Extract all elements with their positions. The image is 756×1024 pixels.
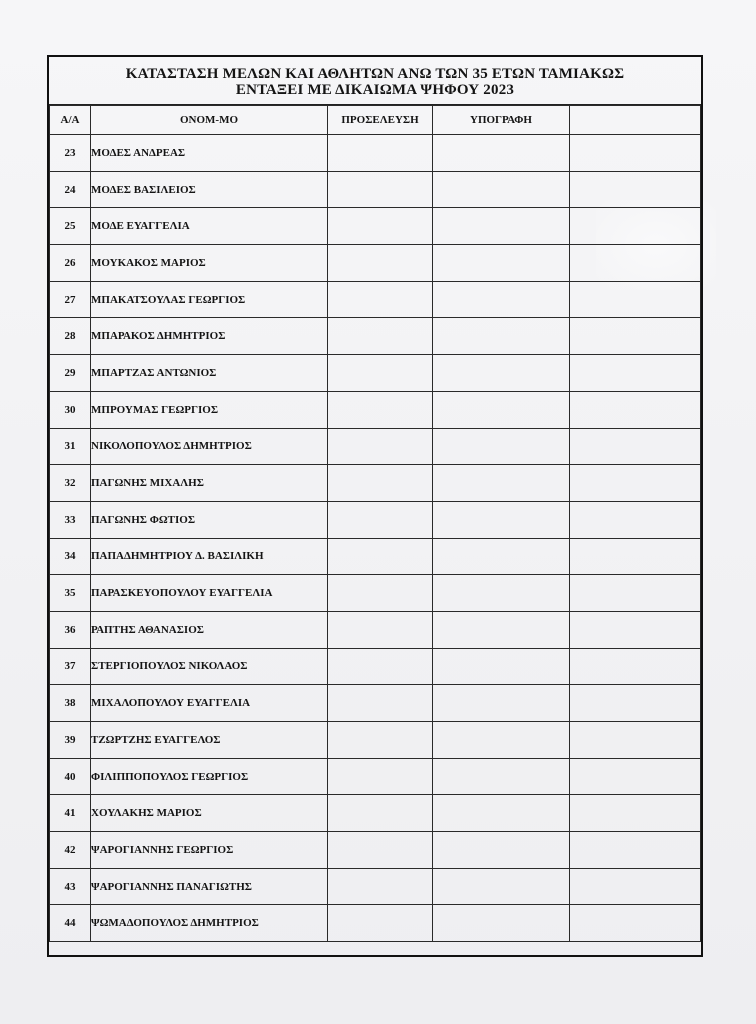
- signature-cell: [433, 355, 570, 392]
- attendance-cell: [328, 245, 433, 282]
- extra-cell: [570, 391, 701, 428]
- row-number: 23: [50, 135, 91, 172]
- attendance-cell: [328, 611, 433, 648]
- signature-cell: [433, 685, 570, 722]
- member-name: ΜΠΑΡΤΖΑΣ ΑΝΤΩΝΙΟΣ: [91, 355, 328, 392]
- table-row: [50, 795, 701, 832]
- table-row: [50, 758, 701, 795]
- signature-cell: [433, 171, 570, 208]
- signature-cell: [433, 245, 570, 282]
- extra-cell: [570, 758, 701, 795]
- attendance-cell: [328, 318, 433, 355]
- signature-cell: [433, 391, 570, 428]
- extra-cell: [570, 611, 701, 648]
- member-name: ΨΩΜΑΔΟΠΟΥΛΟΣ ΔΗΜΗΤΡΙΟΣ: [91, 905, 328, 942]
- member-name: ΦΙΛΙΠΠΟΠΟΥΛΟΣ ΓΕΩΡΓΙΟΣ: [91, 758, 328, 795]
- member-name: ΜΟΔΕΣ ΑΝΔΡΕΑΣ: [91, 135, 328, 172]
- signature-cell: [433, 208, 570, 245]
- row-number: 37: [50, 648, 91, 685]
- row-number: 33: [50, 501, 91, 538]
- attendance-cell: [328, 722, 433, 759]
- member-name: ΠΑΠΑΔΗΜΗΤΡΙΟΥ Δ. ΒΑΣΙΛΙΚΗ: [91, 538, 328, 575]
- row-number: 25: [50, 208, 91, 245]
- table-row: [50, 245, 701, 282]
- member-name: ΜΟΔΕ ΕΥΑΓΓΕΛΙΑ: [91, 208, 328, 245]
- table-row: [50, 135, 701, 172]
- table-row: [50, 428, 701, 465]
- header-name: ΟΝΟΜ-ΜΟ: [91, 106, 328, 135]
- attendance-cell: [328, 648, 433, 685]
- table-row: [50, 171, 701, 208]
- member-name: ΣΤΕΡΓΙΟΠΟΥΛΟΣ ΝΙΚΟΛΑΟΣ: [91, 648, 328, 685]
- row-number: 40: [50, 758, 91, 795]
- extra-cell: [570, 245, 701, 282]
- signature-cell: [433, 905, 570, 942]
- table-row: [50, 391, 701, 428]
- signature-cell: [433, 832, 570, 869]
- attendance-cell: [328, 208, 433, 245]
- signature-cell: [433, 135, 570, 172]
- row-number: 39: [50, 722, 91, 759]
- extra-cell: [570, 465, 701, 502]
- table-row: [50, 281, 701, 318]
- signature-cell: [433, 428, 570, 465]
- table-row: [50, 208, 701, 245]
- extra-cell: [570, 501, 701, 538]
- row-number: 41: [50, 795, 91, 832]
- table-row: [50, 832, 701, 869]
- extra-cell: [570, 722, 701, 759]
- table-row: [50, 868, 701, 905]
- row-number: 28: [50, 318, 91, 355]
- attendance-cell: [328, 758, 433, 795]
- table-row: [50, 611, 701, 648]
- header-row: [50, 106, 701, 135]
- row-number: 29: [50, 355, 91, 392]
- member-name: ΡΑΠΤΗΣ ΑΘΑΝΑΣΙΟΣ: [91, 611, 328, 648]
- signature-cell: [433, 465, 570, 502]
- attendance-cell: [328, 575, 433, 612]
- table-row: [50, 465, 701, 502]
- signature-cell: [433, 795, 570, 832]
- row-number: 27: [50, 281, 91, 318]
- member-name: ΜΟΔΕΣ ΒΑΣΙΛΕΙΟΣ: [91, 171, 328, 208]
- row-number: 34: [50, 538, 91, 575]
- member-name: ΠΑΡΑΣΚΕΥΟΠΟΥΛΟΥ ΕΥΑΓΓΕΛΙΑ: [91, 575, 328, 612]
- table-body: [50, 135, 701, 942]
- table-row: [50, 685, 701, 722]
- attendance-cell: [328, 501, 433, 538]
- attendance-cell: [328, 905, 433, 942]
- extra-cell: [570, 135, 701, 172]
- header-aa: Α/Α: [50, 106, 91, 135]
- title-line-1: ΚΑΤΑΣΤΑΣΗ ΜΕΛΩΝ ΚΑΙ ΑΘΛΗΤΩΝ ΑΝΩ ΤΩΝ 35 ΕΤΩΝ ΤΑΜΙΑΚΩΣ: [125, 66, 625, 82]
- row-number: 35: [50, 575, 91, 612]
- row-number: 43: [50, 868, 91, 905]
- member-name: ΜΠΡΟΥΜΑΣ ΓΕΩΡΓΙΟΣ: [91, 391, 328, 428]
- attendance-cell: [328, 391, 433, 428]
- table-row: [50, 538, 701, 575]
- signature-cell: [433, 318, 570, 355]
- member-name: ΜΠΑΚΑΤΣΟΥΛΑΣ ΓΕΩΡΓΙΟΣ: [91, 281, 328, 318]
- attendance-cell: [328, 171, 433, 208]
- row-number: 26: [50, 245, 91, 282]
- extra-cell: [570, 832, 701, 869]
- member-name: ΠΑΓΩΝΗΣ ΦΩΤΙΟΣ: [91, 501, 328, 538]
- member-name: ΜΙΧΑΛΟΠΟΥΛΟΥ ΕΥΑΓΓΕΛΙΑ: [91, 685, 328, 722]
- row-number: 31: [50, 428, 91, 465]
- attendance-cell: [328, 538, 433, 575]
- title-line-2: ΕΝΤΑΞΕΙ ΜΕ ΔΙΚΑΙΩΜΑ ΨΗΦΟΥ 2023: [235, 82, 515, 98]
- member-name: ΨΑΡΟΓΙΑΝΝΗΣ ΠΑΝΑΓΙΩΤΗΣ: [91, 868, 328, 905]
- extra-cell: [570, 281, 701, 318]
- signature-cell: [433, 648, 570, 685]
- extra-cell: [570, 538, 701, 575]
- table-row: [50, 355, 701, 392]
- extra-cell: [570, 171, 701, 208]
- extra-cell: [570, 795, 701, 832]
- member-name: ΠΑΓΩΝΗΣ ΜΙΧΑΛΗΣ: [91, 465, 328, 502]
- extra-cell: [570, 685, 701, 722]
- document-frame: [47, 55, 703, 957]
- table-row: [50, 905, 701, 942]
- header-signature: ΥΠΟΓΡΑΦΗ: [433, 106, 570, 135]
- table-row: [50, 318, 701, 355]
- member-name: ΨΑΡΟΓΙΑΝΝΗΣ ΓΕΩΡΓΙΟΣ: [91, 832, 328, 869]
- attendance-cell: [328, 355, 433, 392]
- attendance-cell: [328, 832, 433, 869]
- row-number: 36: [50, 611, 91, 648]
- extra-cell: [570, 208, 701, 245]
- extra-cell: [570, 648, 701, 685]
- attendance-cell: [328, 428, 433, 465]
- signature-cell: [433, 758, 570, 795]
- member-name: ΜΠΑΡΑΚΟΣ ΔΗΜΗΤΡΙΟΣ: [91, 318, 328, 355]
- signature-cell: [433, 575, 570, 612]
- signature-cell: [433, 611, 570, 648]
- attendance-cell: [328, 868, 433, 905]
- row-number: 24: [50, 171, 91, 208]
- attendance-cell: [328, 685, 433, 722]
- table-row: [50, 722, 701, 759]
- extra-cell: [570, 575, 701, 612]
- row-number: 38: [50, 685, 91, 722]
- signature-cell: [433, 722, 570, 759]
- extra-cell: [570, 905, 701, 942]
- document-title: [49, 57, 701, 105]
- member-name: ΧΟΥΛΑΚΗΣ ΜΑΡΙΟΣ: [91, 795, 328, 832]
- signature-cell: [433, 868, 570, 905]
- extra-cell: [570, 318, 701, 355]
- table-row: [50, 575, 701, 612]
- table-row: [50, 501, 701, 538]
- attendance-cell: [328, 135, 433, 172]
- attendance-cell: [328, 795, 433, 832]
- table-row: [50, 648, 701, 685]
- extra-cell: [570, 428, 701, 465]
- row-number: 44: [50, 905, 91, 942]
- attendance-cell: [328, 281, 433, 318]
- member-name: ΜΟΥΚΑΚΟΣ ΜΑΡΙΟΣ: [91, 245, 328, 282]
- signature-cell: [433, 281, 570, 318]
- attendance-cell: [328, 465, 433, 502]
- extra-cell: [570, 868, 701, 905]
- signature-cell: [433, 538, 570, 575]
- signature-cell: [433, 501, 570, 538]
- row-number: 32: [50, 465, 91, 502]
- members-table: [49, 105, 701, 942]
- header-extra: [570, 106, 701, 135]
- row-number: 30: [50, 391, 91, 428]
- row-number: 42: [50, 832, 91, 869]
- extra-cell: [570, 355, 701, 392]
- header-attendance: ΠΡΟΣΕΛΕΥΣΗ: [328, 106, 433, 135]
- member-name: ΤΖΩΡΤΖΗΣ ΕΥΑΓΓΕΛΟΣ: [91, 722, 328, 759]
- member-name: ΝΙΚΟΛΟΠΟΥΛΟΣ ΔΗΜΗΤΡΙΟΣ: [91, 428, 328, 465]
